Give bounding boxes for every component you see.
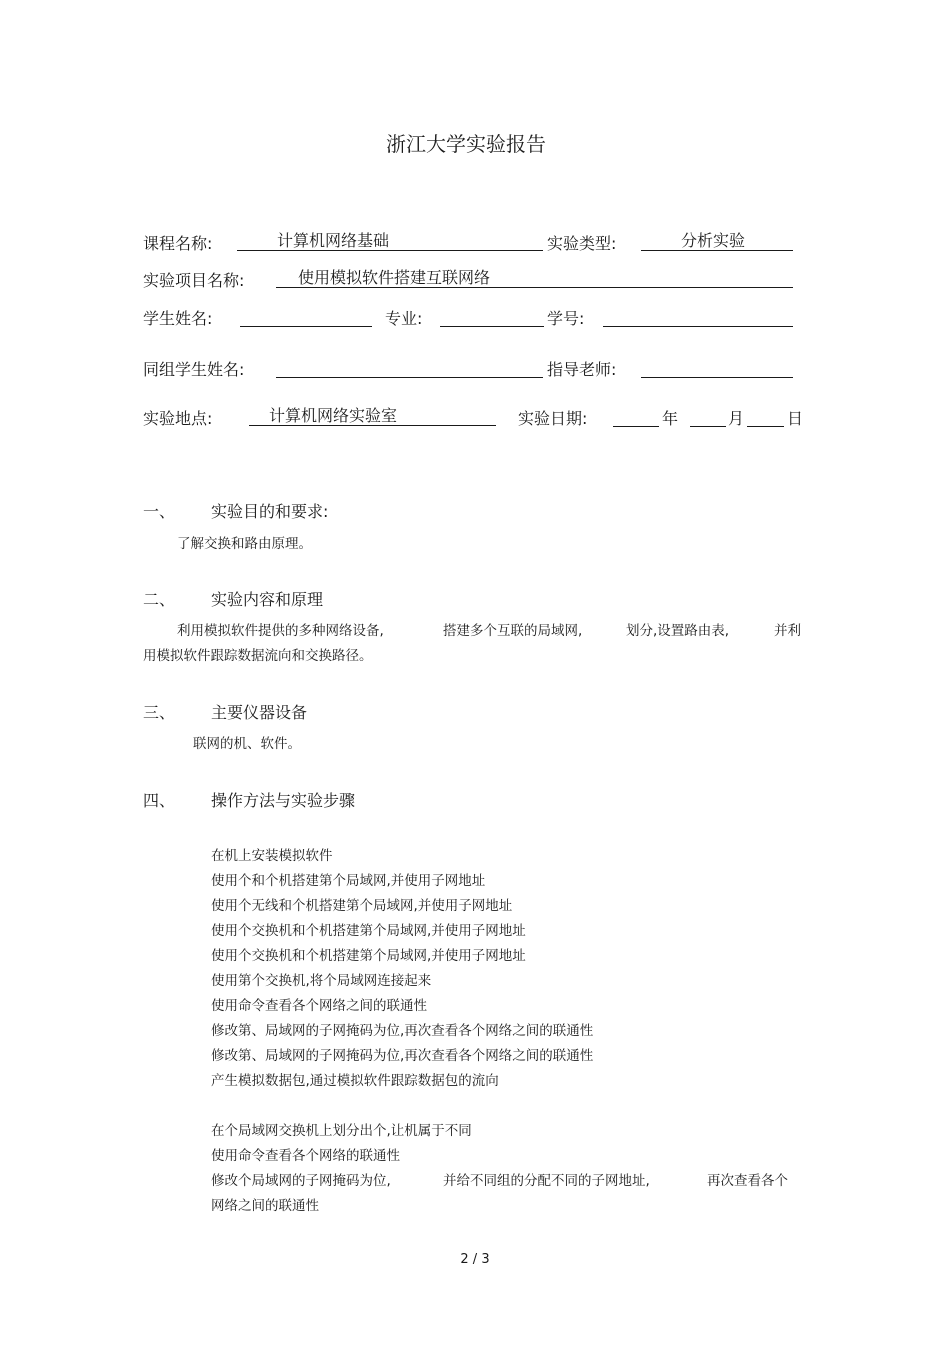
step-item: 产生模拟数据包,通过模拟软件跟踪数据包的流向 bbox=[211, 1073, 499, 1089]
location-value: 计算机网络实验室 bbox=[249, 406, 496, 426]
student-value bbox=[240, 306, 372, 327]
major-value bbox=[440, 306, 544, 327]
step-item: 使用命令查看各个网络的联通性 bbox=[211, 1148, 400, 1164]
year-char: 年 bbox=[662, 409, 679, 428]
step-last-line-2: 网络之间的联通性 bbox=[211, 1198, 319, 1214]
project-value: 使用模拟软件搭建互联网络 bbox=[276, 268, 793, 288]
step-item: 使用个交换机和个机搭建第个局域网,并使用子网地址 bbox=[211, 948, 526, 964]
step-item: 使用个交换机和个机搭建第个局域网,并使用子网地址 bbox=[211, 923, 526, 939]
student-label: 学生姓名: bbox=[143, 309, 213, 328]
date-month-blank bbox=[690, 406, 726, 427]
location-label: 实验地点: bbox=[143, 409, 213, 428]
id-value bbox=[603, 306, 793, 327]
section-4-title: 操作方法与实验步骤 bbox=[211, 791, 356, 810]
section-3-title: 主要仪器设备 bbox=[211, 703, 308, 722]
step-item: 使用个和个机搭建第个局域网,并使用子网地址 bbox=[211, 873, 486, 889]
project-label: 实验项目名称: bbox=[143, 271, 245, 290]
id-label: 学号: bbox=[547, 309, 585, 328]
type-label: 实验类型: bbox=[547, 234, 617, 253]
step-last-part-3: 再次查看各个 bbox=[707, 1173, 788, 1189]
group-label: 同组学生姓名: bbox=[143, 360, 245, 379]
step-item: 使用第个交换机,将个局域网连接起来 bbox=[211, 973, 432, 989]
section-2-number: 二、 bbox=[143, 590, 176, 609]
course-label: 课程名称: bbox=[143, 234, 213, 253]
date-year-blank bbox=[613, 406, 659, 427]
type-value: 分析实验 bbox=[641, 231, 793, 251]
date-day-blank bbox=[747, 406, 784, 427]
section-2-body-part-2: 搭建多个互联的局域网, bbox=[443, 623, 583, 639]
step-item: 修改第、局域网的子网掩码为位,再次查看各个网络之间的联通性 bbox=[211, 1023, 594, 1039]
section-4-number: 四、 bbox=[143, 791, 176, 810]
teacher-label: 指导老师: bbox=[547, 360, 617, 379]
day-char: 日 bbox=[787, 409, 804, 428]
section-2-body-part-4: 并利 bbox=[774, 623, 801, 639]
section-1-title: 实验目的和要求: bbox=[211, 502, 329, 521]
step-item: 在个局域网交换机上划分出个,让机属于不同 bbox=[211, 1123, 472, 1139]
section-1-number: 一、 bbox=[143, 502, 176, 521]
step-item: 在机上安装模拟软件 bbox=[211, 848, 333, 864]
date-label: 实验日期: bbox=[518, 409, 588, 428]
step-item: 使用个无线和个机搭建第个局域网,并使用子网地址 bbox=[211, 898, 513, 914]
step-last-part-1: 修改个局域网的子网掩码为位, bbox=[211, 1173, 391, 1189]
month-char: 月 bbox=[728, 409, 745, 428]
section-2-title: 实验内容和原理 bbox=[211, 590, 324, 609]
report-title: 浙江大学实验报告 bbox=[386, 132, 546, 156]
section-2-body-part-3: 划分,设置路由表, bbox=[626, 623, 730, 639]
section-2-body-part-1: 利用模拟软件提供的多种网络设备, bbox=[177, 623, 384, 639]
teacher-value bbox=[641, 357, 793, 378]
step-item: 使用命令查看各个网络之间的联通性 bbox=[211, 998, 427, 1014]
section-3-body: 联网的机、软件。 bbox=[193, 736, 301, 752]
group-value bbox=[276, 357, 543, 378]
major-label: 专业: bbox=[385, 309, 423, 328]
section-1-body: 了解交换和路由原理。 bbox=[177, 536, 312, 552]
step-last-part-2: 并给不同组的分配不同的子网地址, bbox=[443, 1173, 650, 1189]
course-value: 计算机网络基础 bbox=[237, 231, 543, 251]
section-3-number: 三、 bbox=[143, 703, 176, 722]
step-item: 修改第、局域网的子网掩码为位,再次查看各个网络之间的联通性 bbox=[211, 1048, 594, 1064]
page-number: 2 / 3 bbox=[460, 1252, 490, 1267]
section-2-body-line-2: 用模拟软件跟踪数据流向和交换路径。 bbox=[143, 648, 373, 664]
